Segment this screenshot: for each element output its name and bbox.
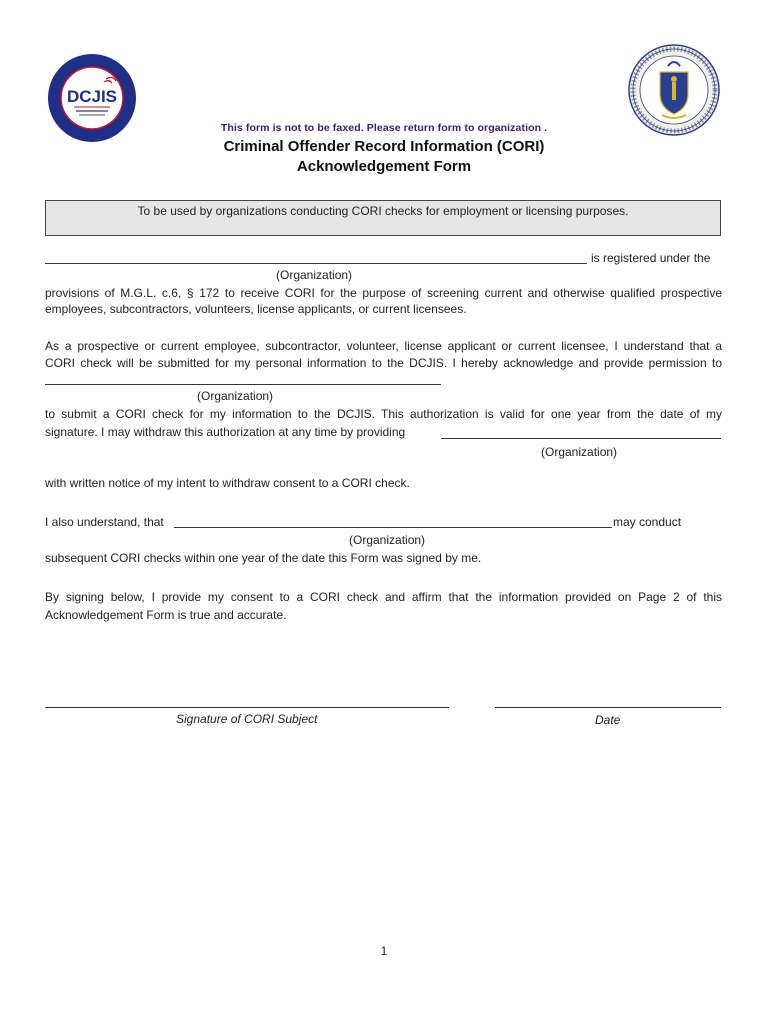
provisions-line2: employees, subcontractors, volunteers, license applicants, or current licensees. xyxy=(45,302,467,316)
submit-line2: signature. I may withdraw this authorization at any time by providing xyxy=(45,425,406,439)
no-fax-notice: This form is not to be faxed. Please return form to organization . xyxy=(220,122,548,134)
signature-label: Signature of CORI Subject xyxy=(176,712,318,726)
organization-caption-1: (Organization) xyxy=(276,268,353,282)
consent-line1: By signing below, I provide my consent to a CORI check and affirm that the information provided on Page 2 of this xyxy=(45,590,722,604)
withdraw-organization-field[interactable] xyxy=(441,438,721,439)
organization-caption-3: (Organization) xyxy=(541,445,618,459)
ack-line1: As a prospective or current employee, subcontractor, volunteer, license applicant or current licensee, I understand that a xyxy=(45,339,722,353)
purpose-box xyxy=(45,200,721,236)
consent-line2: Acknowledgement Form is true and accurate. xyxy=(45,608,287,622)
dcjis-abbrev: DCJIS xyxy=(66,87,118,106)
signature-field[interactable] xyxy=(45,707,449,708)
submit-line1: to submit a CORI check for my information to the DCJIS. This authorization is valid for one year from the date of my xyxy=(45,407,722,421)
withdraw-notice-text: with written notice of my intent to withdraw consent to a CORI check. xyxy=(45,476,410,490)
form-title-line1: Criminal Offender Record Information (CORI) xyxy=(223,138,545,155)
organization-name-field[interactable] xyxy=(45,263,587,264)
organization-caption-2: (Organization) xyxy=(197,389,274,403)
ack-line2: CORI check will be submitted for my personal information to the DCJIS. I hereby acknowledge and provide permission to xyxy=(45,356,722,370)
page-number: 1 xyxy=(380,944,388,958)
date-label: Date xyxy=(595,713,621,727)
may-conduct-text: may conduct xyxy=(613,515,682,529)
organization-caption-4: (Organization) xyxy=(349,533,426,547)
date-field[interactable] xyxy=(495,707,721,708)
registered-suffix-text: is registered under the xyxy=(591,251,711,265)
form-title-line2: Acknowledgement Form xyxy=(296,158,472,175)
provisions-line1: provisions of M.G.L. c.6, § 172 to receive CORI for the purpose of screening current and otherwise qualified prospective xyxy=(45,286,722,300)
also-understand-prefix: I also understand, that xyxy=(45,515,164,529)
subsequent-checks-text: subsequent CORI checks within one year of the date this Form was signed by me. xyxy=(45,551,482,565)
purpose-text: To be used by organizations conducting CORI checks for employment or licensing purposes. xyxy=(137,204,629,218)
subsequent-organization-field[interactable] xyxy=(174,527,612,528)
permission-organization-field[interactable] xyxy=(45,384,441,385)
